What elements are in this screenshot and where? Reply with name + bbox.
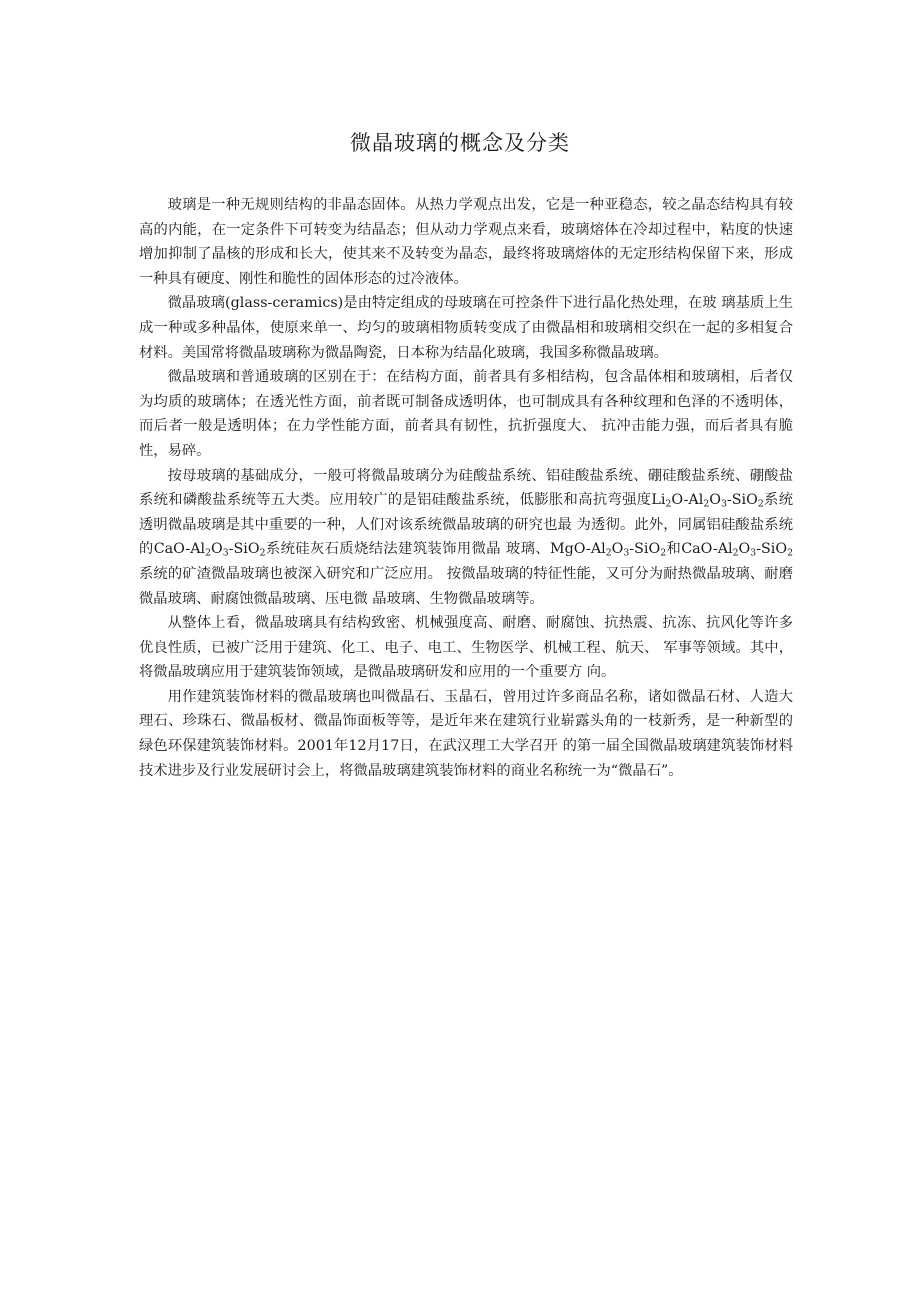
paragraph-text: O-Al	[671, 492, 704, 509]
paragraph-text: 微晶玻璃(glass-ceramics)是由特定组成的母玻璃在可控条件下进行晶化热处理，在玻 璃基质上生成一种或多种晶体，使原来单一、均匀的玻璃相物质转变成了由微晶相和玻璃相交织在一起的多相复合材料。美国常将微晶玻璃称为微晶陶瓷，日本称为结晶化玻璃，我国多称微晶玻璃。	[139, 295, 793, 361]
paragraph-text: -SiO	[726, 492, 758, 509]
paragraph-text: O	[611, 541, 624, 558]
paragraph	[139, 193, 793, 291]
paragraph-text: -SiO	[756, 541, 788, 558]
subscript: 2	[732, 547, 739, 559]
paragraph-text: -SiO	[629, 541, 661, 558]
subscript: 3	[623, 547, 630, 559]
subscript: 3	[750, 547, 757, 559]
paragraph-text: 用作建筑装饰材料的微晶玻璃也叫微晶石、玉晶石，曾用过许多商品名称，诸如微晶石材、人造大理石、珍珠石、微晶板材、微晶饰面板等等，是近年来在建筑行业崭露头角的一枝新秀，是一种新型的绿色环保建筑装饰材料。2001年12月17日，在武汉理工大学召开 的第一届全国微晶玻璃建筑装饰材料技术进步及行业发展研讨会上，将微晶玻璃建筑装饰材料的商业名称统一为“微晶石”。	[139, 688, 793, 779]
subscript: 2	[665, 498, 672, 510]
subscript: 2	[605, 547, 612, 559]
subscript: 2	[259, 547, 266, 559]
paragraph-text: 系统硅灰石质烧结法建筑装饰用微晶 玻璃、MgO-Al	[265, 541, 606, 558]
subscript: 2	[703, 498, 710, 510]
subscript: 2	[757, 498, 764, 510]
subscript: 2	[787, 547, 794, 559]
subscript: 2	[660, 547, 667, 559]
subscript: 2	[205, 547, 212, 559]
subscript: 3	[222, 547, 229, 559]
paragraph-text: O	[738, 541, 751, 558]
document-body	[139, 193, 793, 783]
document-title: 微晶玻璃的概念及分类	[350, 131, 570, 155]
paragraph	[139, 464, 793, 612]
paragraph-text: 玻璃是一种无规则结构的非晶态固体。从热力学观点出发，它是一种亚稳态，较之晶态结构具有较高的内能，在一定条件下可转变为结晶态；但从动力学观点来看，玻璃熔体在冷却过程中，粘度的快速增加抑制了晶核的形成和长大，使其来不及转变为晶态，最终将玻璃熔体的无定形结构保留下来，形成一种具有硬度、刚性和脆性的固体形态的过冷液体。	[139, 197, 793, 287]
paragraph-text: 从整体上看，微晶玻璃具有结构致密、机械强度高、耐磨、耐腐蚀、抗热震、抗冻、抗风化等许多优良性质，已被广泛用于建筑、化工、电子、电工、生物医学、机械工程、航天、 军事等领域。其中，将微晶玻璃应用于建筑装饰领域，是微晶玻璃研发和应用的一个重要方 向。	[139, 615, 793, 681]
paragraph-text: -SiO	[228, 541, 260, 558]
paragraph-text: 系统的矿渣微晶玻璃也被深入研究和广泛应用。 按微晶玻璃的特征性能，又可分为耐热微晶玻璃、耐磨微晶玻璃、耐腐蚀微晶玻璃、压电微 晶玻璃、生物微晶玻璃等。	[139, 565, 793, 607]
paragraph	[139, 365, 793, 463]
paragraph-text: 按母玻璃的基础成分，一般可将微晶玻璃分为硅酸盐系统、铝硅酸盐系统、硼硅酸盐系统、硼酸盐系统和磷酸盐系统等五大类。应用较广的是铝硅酸盐系统，低膨胀和高抗弯强度Li	[139, 467, 793, 509]
subscript: 3	[720, 498, 727, 510]
paragraph-text: 和CaO-Al	[666, 541, 733, 558]
paragraph-text: 系统透明微晶玻璃是其中重要的一种，人们对该系统微晶玻璃的研究也最 为透彻。此外，同属铝硅酸盐系统的CaO-Al	[139, 492, 793, 558]
paragraph-text: 微晶玻璃和普通玻璃的区别在于：在结构方面，前者具有多相结构，包含晶体相和玻璃相，后者仅为均质的玻璃体；在透光性方面，前者既可制备成透明体，也可制成具有各种纹理和色泽的不透明体，而后者一般是透明体；在力学性能方面，前者具有韧性，抗折强度大、 抗冲击能力强，而后者具有脆性，易碎。	[139, 369, 793, 459]
paragraph-text: O	[211, 541, 223, 558]
paragraph	[139, 611, 793, 685]
paragraph-text: O	[709, 492, 721, 509]
paragraph	[139, 291, 793, 365]
paragraph	[139, 685, 793, 783]
